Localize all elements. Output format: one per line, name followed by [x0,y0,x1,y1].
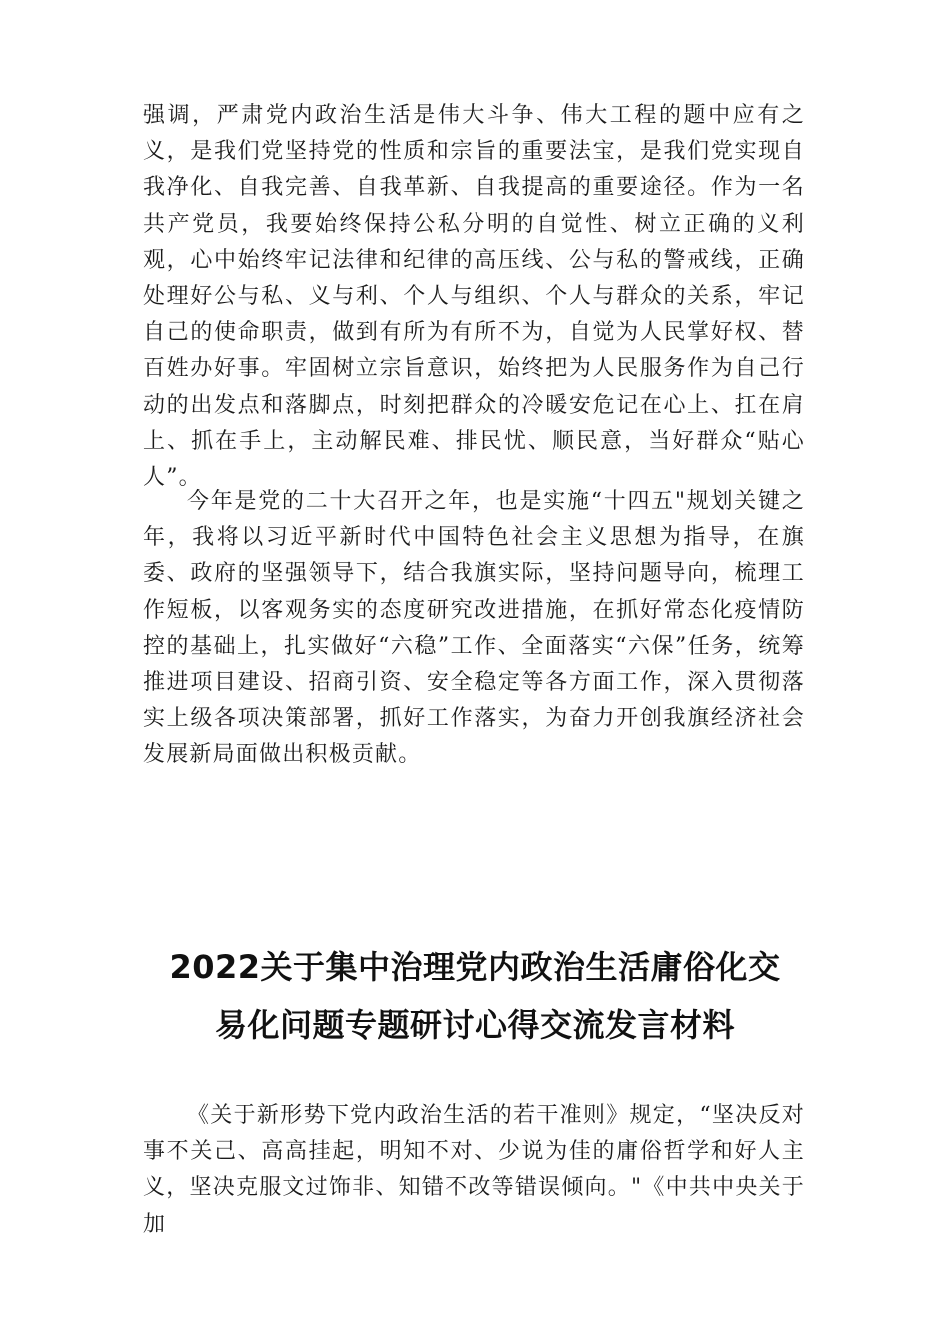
document-title [100,938,850,1054]
body-paragraph: 《关于新形势下党内政治生活的若干准则》规定，“坚决反对事不关己、高高挂起，明知不对、少说为佳的庸俗哲学和好人主义，坚决克服文过饰非、知错不改等错误倾向。"《中共中央关于加 [143,1103,805,1237]
body-paragraph: 强调，严肃党内政治生活是伟大斗争、伟大工程的题中应有之义，是我们党坚持党的性质和宗旨的重要法宝，是我们党实现自我净化、自我完善、自我革新、自我提高的重要途径。作为一名共产党员，我要始终保持公私分明的自觉性、树立正确的义利观，心中始终牢记法律和纪律的高压线、公与私的警戒线，正确处理好公与私、义与利、个人与组织、个人与群众的关系，牢记自己的使命职责，做到有所为有所不为，自觉为人民掌好权、替百姓办好事。牢固树立宗旨意识，始终把为人民服务作为自己行动的出发点和落脚点，时刻把群众的冷暖安危记在心上、扛在肩上、抓在手上，主动解民难、排民忧、顺民意，当好群众“贴心人”。 [143,103,805,491]
title-line: 易化问题专题研讨心得交流发言材料 [214,1006,735,1044]
body-paragraph: 今年是党的二十大召开之年，也是实施“十四五"规划关键之年，我将以习近平新时代中国特色社会主义思想为指导，在旗委、政府的坚强领导下，结合我旗实际，坚持问题导向，梳理工作短板，以客观务实的态度研究改进措施，在抓好常态化疫情防控的基础上，扎实做好“六稳”工作、全面落实“六保”任务，统筹推进项目建设、招商引资、安全稳定等各方面工作，深入贯彻落实上级各项决策部署，抓好工作落实，为奋力开创我旗经济社会发展新局面做出积极贡献。 [143,489,805,768]
title-line: 2022关于集中治理党内政治生活庸俗化交 [169,948,781,986]
